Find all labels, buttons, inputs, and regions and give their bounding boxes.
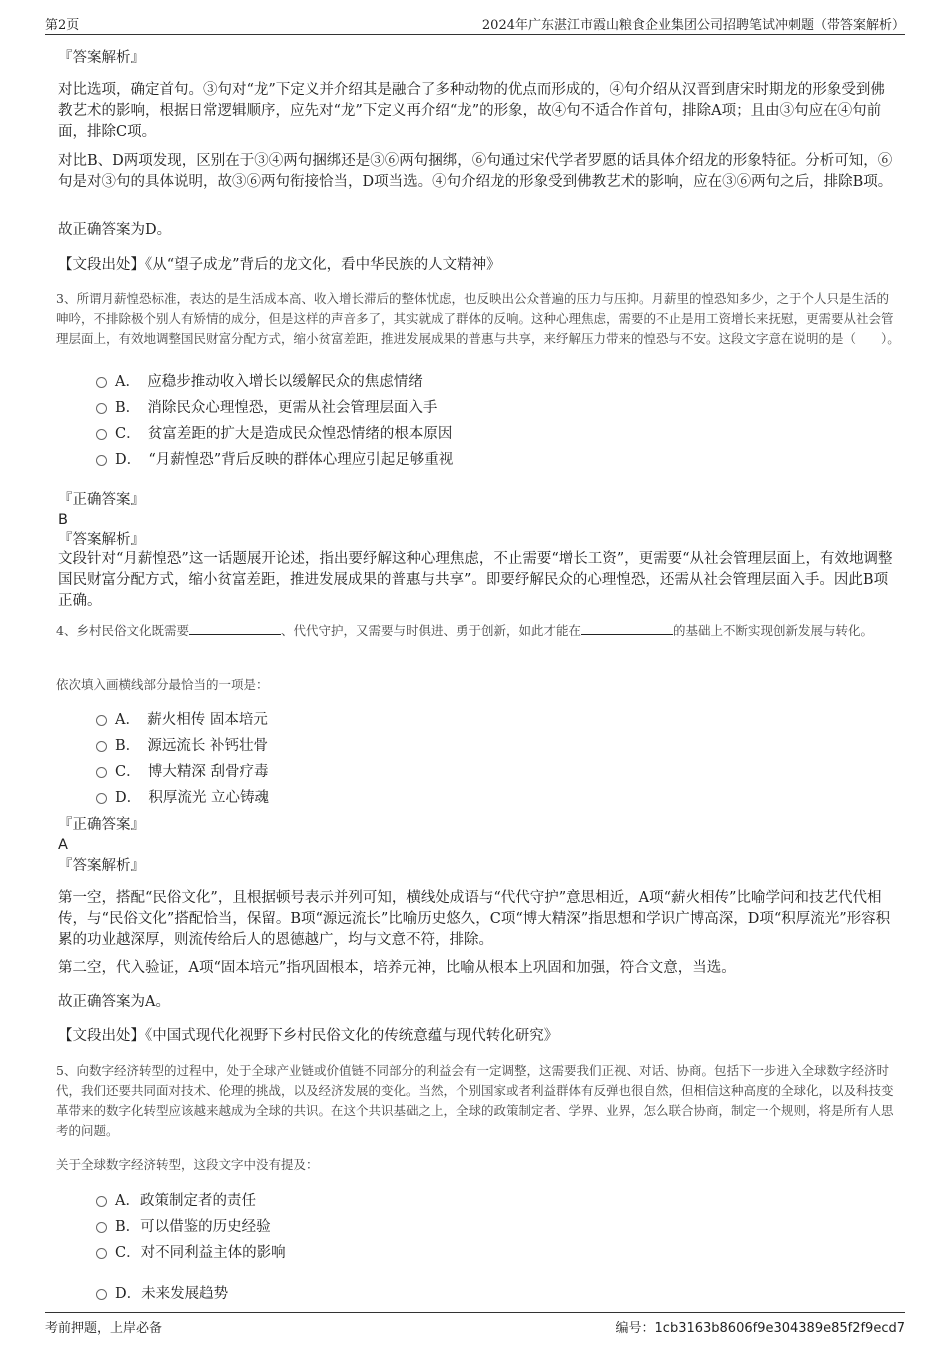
q3-stem: 3、所谓月薪惶恐标准，表达的是生活成本高、收入增长滞后的整体忧虑，也反映出公众普遍的压力与压抑。月薪里的惶恐知多少，之于个人只是生活的呻吟，不排除极个别人有矫情的成分，但是这样的声音多了，其实就成了群体的反响。这种心理焦虑，需要的不止是用工资增长来抚慰，更需要从社会管理层面上，有效地调整国民财富分配方式，缩小贫富差距，推进发展成果的普惠与共享，来纾解压力带来的惶恐与不安。这段文字意在说明的是（ ）。 xyxy=(56,291,900,346)
q3-analysis: 文段针对“月薪惶恐”这一话题展开论述，指出要纾解这种心理焦虑，不止需要“增长工资”，更需要“从社会管理层面上，有效地调整国民财富分配方式，缩小贫富差距，推进发展成果的普惠与共享”。即要纾解民众的心理惶恐，还需从社会管理层面入手。因此B项正确。 xyxy=(58,551,893,609)
q4-analysis-label: 『答案解析』 xyxy=(58,858,145,874)
q4-option-a[interactable]: A． 薪火相传 固本培元 xyxy=(96,709,268,731)
q3-option-d[interactable]: D． “月薪惶恐”背后反映的群体心理应引起足够重视 xyxy=(96,449,453,471)
fill-blank-2 xyxy=(581,622,673,635)
q3-option-a[interactable]: A． 应稳步推动收入增长以缓解民众的焦虑情绪 xyxy=(96,371,423,393)
radio-icon[interactable] xyxy=(96,715,107,726)
q4-analysis-para1: 第一空，搭配“民俗文化”，且根据顿号表示并列可知，横线处成语与“代代守护”意思相近，A项“薪火相传”比喻学问和技艺代代相传，与“民俗文化”搭配恰当，保留。B项“源远流长”比喻历史悠久，C项“博大精深”指思想和学识广博高深，D项“积厚流光”形容积累的功业越深厚，则流传给后人的恩德越广，均与文意不符，排除。 xyxy=(58,890,891,948)
q4-analysis-para2: 第二空，代入验证，A项“固本培元”指巩固根本，培养元神，比喻从根本上巩固和加强，符合文意，当选。 xyxy=(58,960,736,976)
q3-answer: B xyxy=(58,512,68,528)
q4-prompt: 依次填入画横线部分最恰当的一项是： xyxy=(56,677,269,692)
radio-icon[interactable] xyxy=(96,741,107,752)
q2-analysis-para2: 对比B、D两项发现，区别在于③④两句捆绑还是③⑥两句捆绑，⑥句通过宋代学者罗愿的话具体介绍龙的形象特征。分析可知，⑥句是对③句的具体说明，故③⑥两句衔接恰当，D项当选。④句介绍龙的形象受到佛教艺术的影响，应在③⑥两句之后，排除B项。 xyxy=(58,153,893,190)
q3-option-c[interactable]: C． 贫富差距的扩大是造成民众惶恐情绪的根本原因 xyxy=(96,423,452,445)
q5-prompt: 关于全球数字经济转型，这段文字中没有提及： xyxy=(56,1157,319,1172)
radio-icon[interactable] xyxy=(96,377,107,388)
page-header xyxy=(45,12,905,35)
q4-answer: A xyxy=(58,837,68,853)
q2-analysis-para1: 对比选项，确定首句。③句对“龙”下定义并介绍其是融合了多种动物的优点而形成的，④句介绍从汉晋到唐宋时期龙的形象受到佛教艺术的影响，根据日常逻辑顺序，应先对“龙”下定义再介绍“龙”的形象，故④句不适合作首句，排除A项；且由③句应在④句前面，排除C项。 xyxy=(58,82,885,140)
q4-conclusion: 故正确答案为A。 xyxy=(58,994,170,1010)
q4-stem: 4、乡村民俗文化既需要 、代代守护，又需要与时俱进、勇于创新，如此才能在 的基础上不断实现创新发展与转化。 xyxy=(56,623,873,638)
radio-icon[interactable] xyxy=(96,403,107,414)
q4-option-d[interactable]: D． 积厚流光 立心铸魂 xyxy=(96,787,269,809)
q3-answer-label: 『正确答案』 xyxy=(58,492,145,508)
page-footer xyxy=(45,1312,905,1335)
fill-blank-1 xyxy=(189,622,281,635)
q5-option-c[interactable]: C．对不同利益主体的影响 xyxy=(96,1242,286,1264)
radio-icon[interactable] xyxy=(96,767,107,778)
footer-slogan: 考前押题，上岸必备 xyxy=(45,1321,163,1336)
q4-option-b[interactable]: B． 源远流长 补钙壮骨 xyxy=(96,735,268,757)
q5-stem: 5、向数字经济转型的过程中，处于全球产业链或价值链不同部分的利益会有一定调整，这需要我们正视、对话、协商。包括下一步进入全球数字经济时代，我们还要共同面对技术、伦理的挑战，以及经济发展的变化。当然，个别国家或者利益群体有反弹也很自然，但相信这种高度的全球化，以及科技变革带来的数字化转型应该越来越成为全球的共识。在这个共识基础之上，全球的政策制定者、学界、业界，怎么联合协商，制定一个规则，将是所有人思考的问题。 xyxy=(56,1063,894,1138)
q5-option-b[interactable]: B．可以借鉴的历史经验 xyxy=(96,1216,271,1238)
q4-source: 【文段出处】《中国式现代化视野下乡村民俗文化的传统意蕴与现代转化研究》 xyxy=(58,1028,559,1044)
radio-icon[interactable] xyxy=(96,793,107,804)
radio-icon[interactable] xyxy=(96,1196,107,1207)
q4-answer-label: 『正确答案』 xyxy=(58,817,145,833)
q5-option-a[interactable]: A．政策制定者的责任 xyxy=(96,1190,256,1212)
q3-option-b[interactable]: B． 消除民众心理惶恐，更需从社会管理层面入手 xyxy=(96,397,437,419)
q5-option-d[interactable]: D．未来发展趋势 xyxy=(96,1283,228,1305)
q2-analysis-label: 『答案解析』 xyxy=(58,50,145,66)
q3-analysis-label: 『答案解析』 xyxy=(58,532,145,548)
radio-icon[interactable] xyxy=(96,455,107,466)
q2-conclusion: 故正确答案为D。 xyxy=(58,222,172,238)
q4-option-c[interactable]: C． 博大精深 刮骨疗毒 xyxy=(96,761,268,783)
radio-icon[interactable] xyxy=(96,1289,107,1300)
document-title: 2024年广东湛江市霞山粮食企业集团公司招聘笔试冲刺题（带答案解析） xyxy=(481,18,905,33)
footer-code: 编号：1cb3163b8606f9e304389e85f2f9ecd7 xyxy=(615,1321,905,1336)
radio-icon[interactable] xyxy=(96,429,107,440)
radio-icon[interactable] xyxy=(96,1248,107,1259)
radio-icon[interactable] xyxy=(96,1222,107,1233)
q2-source: 【文段出处】《从“望子成龙”背后的龙文化，看中华民族的人文精神》 xyxy=(58,257,501,273)
page-number: 第2页 xyxy=(45,18,80,33)
